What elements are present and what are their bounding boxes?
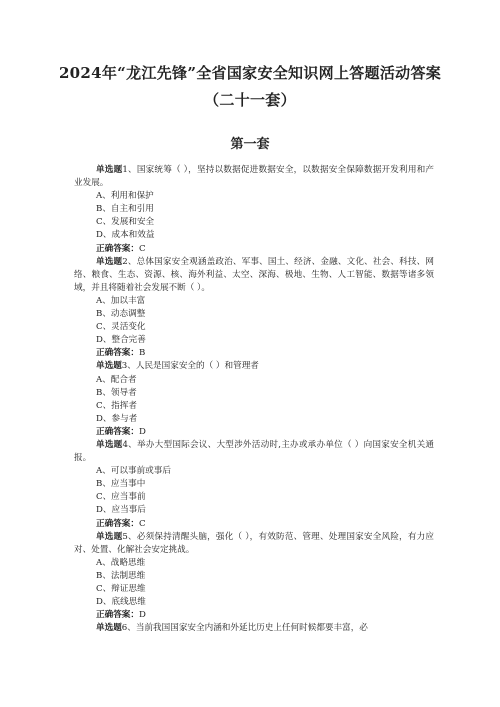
question-4 xyxy=(74,439,434,465)
question-text: 举办大型国际会议、大型涉外活动时,主办或承办单位（ ）向国家安全机关通报。 xyxy=(74,439,434,464)
answer-line xyxy=(74,518,434,531)
option: C、灵活变化 xyxy=(96,322,146,333)
question-text: 当前我国国家安全内涵和外延比历史上任何时候都要丰富，必 xyxy=(135,623,368,634)
option: B、法制思维 xyxy=(96,570,146,581)
option: D、参与者 xyxy=(96,413,138,424)
question-1 xyxy=(74,164,434,190)
set-heading: 第一套 xyxy=(230,137,270,152)
question-type-label: 单选题 xyxy=(96,165,123,175)
question-text: 总体国家安全观涵盖政治、军事、国土、经济、金融、文化、社会、科技、网络、粮食、生态、资源、核、海外利益、太空、深海、极地、生物、人工智能、数据等诸多领域，并且将随着社会发展不断（ ）。 xyxy=(74,256,434,293)
question-text: 必须保持清醒头脑，强化（ ），有效防范、管理、处理国家安全风险，有力应对、处置、化解社会安定挑战。 xyxy=(74,531,435,555)
option: C、应当事前 xyxy=(96,492,146,503)
answer-value: D xyxy=(138,426,146,437)
question-list xyxy=(74,164,434,635)
option: A、加以丰富 xyxy=(96,295,146,306)
answer-label: 正确答案： xyxy=(96,348,139,359)
option: A、配合者 xyxy=(96,374,137,385)
question-number: 4、 xyxy=(122,439,138,450)
answer-value: C xyxy=(138,518,146,529)
option: C、辩证思维 xyxy=(96,584,146,594)
answer-line xyxy=(74,243,434,256)
option: A、利用和保护 xyxy=(96,191,154,202)
answer-label: 正确答案： xyxy=(96,610,139,621)
option: A、可以事前或事后 xyxy=(96,466,171,477)
question-3 xyxy=(74,360,434,373)
question-text: 国家统筹（ ），坚持以数据促进数据安全，以数据安全保障数据开发利用和产业发展。 xyxy=(74,165,435,189)
question-number: 2、 xyxy=(122,256,137,267)
answer-label: 正确答案： xyxy=(96,243,139,254)
answer-label: 正确答案： xyxy=(96,518,139,529)
document-subtitle: （二十一套） xyxy=(204,91,296,109)
option: B、动态调整 xyxy=(96,309,146,320)
question-type-label: 单选题 xyxy=(96,439,123,450)
question-type-label: 单选题 xyxy=(96,256,123,267)
option: B、自主和引用 xyxy=(96,204,154,215)
answer-value: C xyxy=(138,243,146,254)
option: B、应当事中 xyxy=(96,479,146,490)
answer-value: B xyxy=(138,348,146,359)
question-number: 1、 xyxy=(122,165,137,175)
question-5 xyxy=(74,531,434,557)
question-2 xyxy=(74,256,434,295)
answer-label: 正确答案： xyxy=(96,426,139,437)
option: D、应当事后 xyxy=(96,505,146,516)
question-number: 5、 xyxy=(122,531,137,542)
option: D、整合完善 xyxy=(96,335,146,346)
option: D、底线思维 xyxy=(96,597,146,608)
question-6 xyxy=(74,622,434,635)
question-number: 3、 xyxy=(121,361,136,372)
answer-line xyxy=(74,347,434,360)
question-number: 6、 xyxy=(121,623,136,634)
question-type-label: 单选题 xyxy=(96,623,122,634)
option: C、指挥者 xyxy=(96,400,137,411)
answer-value: D xyxy=(138,610,146,621)
document-title: 2024年“龙江先锋”全省国家安全知识网上答题活动答案 xyxy=(58,64,442,82)
question-type-label: 单选题 xyxy=(96,531,123,542)
option: A、战略思维 xyxy=(96,557,146,568)
option: B、领导者 xyxy=(96,387,137,398)
option: C、发展和安全 xyxy=(96,217,155,228)
option: D、成本和效益 xyxy=(96,230,155,241)
question-text: 人民是国家安全的（ ）和管理者 xyxy=(135,361,259,372)
answer-line xyxy=(74,426,434,439)
answer-line xyxy=(74,609,434,622)
question-type-label: 单选题 xyxy=(96,361,122,372)
